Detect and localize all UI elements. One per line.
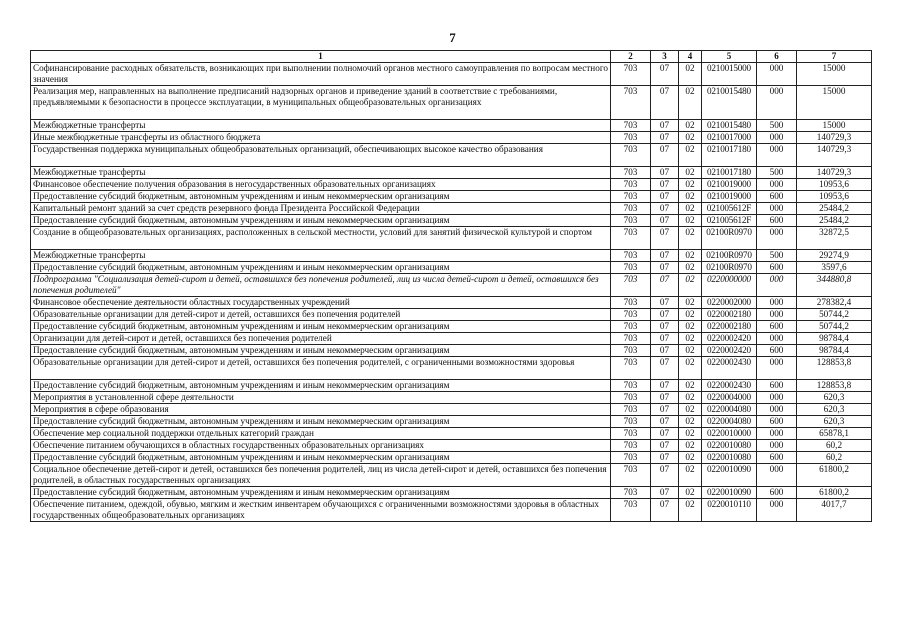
row-amount: 344880,8 bbox=[797, 274, 872, 297]
row-subsection2: 02 bbox=[679, 333, 702, 345]
row-subsection: 07 bbox=[651, 227, 679, 250]
row-expense-type: 600 bbox=[757, 380, 797, 392]
table-row bbox=[31, 321, 872, 333]
row-section: 703 bbox=[611, 428, 651, 440]
header-col-5: 5 bbox=[702, 51, 757, 63]
row-amount: 128853,8 bbox=[797, 380, 872, 392]
row-expense-type: 000 bbox=[757, 357, 797, 380]
row-amount: 620,3 bbox=[797, 416, 872, 428]
table-row bbox=[31, 132, 872, 144]
row-name: Образовательные организации для детей-сирот и детей, оставшихся без попечения родителей, с ограниченными возможностями здоровья bbox=[31, 357, 611, 380]
row-expense-type: 000 bbox=[757, 333, 797, 345]
table-row bbox=[31, 262, 872, 274]
row-subsection: 07 bbox=[651, 380, 679, 392]
row-expense-type: 600 bbox=[757, 321, 797, 333]
row-amount: 10953,6 bbox=[797, 179, 872, 191]
row-name: Предоставление субсидий бюджетным, автономным учреждениям и иным некоммерческим организациям bbox=[31, 191, 611, 203]
row-subsection2: 02 bbox=[679, 63, 702, 86]
row-subsection2: 02 bbox=[679, 167, 702, 179]
row-target-article: 0210017180 bbox=[702, 167, 757, 179]
table-row bbox=[31, 487, 872, 499]
row-amount: 25484,2 bbox=[797, 215, 872, 227]
row-section: 703 bbox=[611, 63, 651, 86]
row-subsection2: 02 bbox=[679, 499, 702, 522]
row-expense-type: 600 bbox=[757, 487, 797, 499]
header-col-3: 3 bbox=[651, 51, 679, 63]
row-subsection2: 02 bbox=[679, 321, 702, 333]
row-expense-type: 000 bbox=[757, 440, 797, 452]
row-expense-type: 000 bbox=[757, 309, 797, 321]
row-subsection2: 02 bbox=[679, 464, 702, 487]
row-section: 703 bbox=[611, 262, 651, 274]
row-subsection2: 02 bbox=[679, 191, 702, 203]
row-expense-type: 600 bbox=[757, 416, 797, 428]
row-subsection2: 02 bbox=[679, 392, 702, 404]
row-expense-type: 000 bbox=[757, 179, 797, 191]
table-row bbox=[31, 404, 872, 416]
row-name: Социальное обеспечение детей-сирот и детей, оставшихся без попечения родителей, лиц из числа детей-сирот и детей, оставшихся без попечения родителей, в областных государственных организациях bbox=[31, 464, 611, 487]
row-subsection: 07 bbox=[651, 262, 679, 274]
row-expense-type: 600 bbox=[757, 345, 797, 357]
row-section: 703 bbox=[611, 203, 651, 215]
header-col-7: 7 bbox=[797, 51, 872, 63]
row-name: Предоставление субсидий бюджетным, автономным учреждениям и иным некоммерческим организациям bbox=[31, 487, 611, 499]
row-subsection2: 02 bbox=[679, 357, 702, 380]
row-expense-type: 000 bbox=[757, 274, 797, 297]
row-amount: 140729,3 bbox=[797, 144, 872, 167]
row-section: 703 bbox=[611, 333, 651, 345]
row-expense-type: 000 bbox=[757, 428, 797, 440]
row-target-article: 0220002430 bbox=[702, 380, 757, 392]
table-row bbox=[31, 464, 872, 487]
row-subsection: 07 bbox=[651, 167, 679, 179]
row-subsection: 07 bbox=[651, 120, 679, 132]
row-subsection: 07 bbox=[651, 132, 679, 144]
row-target-article: 0220010080 bbox=[702, 440, 757, 452]
row-name: Финансовое обеспечение получения образования в негосударственных образовательных организациях bbox=[31, 179, 611, 191]
row-subsection: 07 bbox=[651, 144, 679, 167]
row-target-article: 0210015480 bbox=[702, 86, 757, 120]
row-amount: 278382,4 bbox=[797, 297, 872, 309]
row-subsection2: 02 bbox=[679, 345, 702, 357]
row-subsection: 07 bbox=[651, 203, 679, 215]
row-section: 703 bbox=[611, 440, 651, 452]
row-subsection: 07 bbox=[651, 428, 679, 440]
table-row bbox=[31, 120, 872, 132]
table-row bbox=[31, 250, 872, 262]
row-target-article: 0210017180 bbox=[702, 144, 757, 167]
row-section: 703 bbox=[611, 144, 651, 167]
row-section: 703 bbox=[611, 452, 651, 464]
row-target-article: 02100R0970 bbox=[702, 227, 757, 250]
row-expense-type: 000 bbox=[757, 499, 797, 522]
row-section: 703 bbox=[611, 499, 651, 522]
row-section: 703 bbox=[611, 227, 651, 250]
table-row bbox=[31, 357, 872, 380]
row-subsection: 07 bbox=[651, 357, 679, 380]
table-row bbox=[31, 392, 872, 404]
table-row bbox=[31, 227, 872, 250]
row-section: 703 bbox=[611, 274, 651, 297]
row-name: Подпрограмма "Социализация детей-сирот и детей, оставшихся без попечения родителей, лиц из числа детей-сирот и детей, оставшихся без попечения родителей" bbox=[31, 274, 611, 297]
row-subsection: 07 bbox=[651, 309, 679, 321]
row-amount: 140729,3 bbox=[797, 167, 872, 179]
table-row bbox=[31, 179, 872, 191]
row-subsection2: 02 bbox=[679, 250, 702, 262]
row-expense-type: 600 bbox=[757, 215, 797, 227]
row-subsection2: 02 bbox=[679, 132, 702, 144]
row-amount: 10953,6 bbox=[797, 191, 872, 203]
row-subsection2: 02 bbox=[679, 215, 702, 227]
row-name: Обеспечение мер социальной поддержки отдельных категорий граждан bbox=[31, 428, 611, 440]
row-section: 703 bbox=[611, 297, 651, 309]
row-target-article: 0210019000 bbox=[702, 179, 757, 191]
row-amount: 32872,5 bbox=[797, 227, 872, 250]
row-subsection2: 02 bbox=[679, 416, 702, 428]
header-col-6: 6 bbox=[757, 51, 797, 63]
row-target-article: 02100R0970 bbox=[702, 262, 757, 274]
row-subsection2: 02 bbox=[679, 297, 702, 309]
row-target-article: 021005612F bbox=[702, 215, 757, 227]
row-target-article: 0210019000 bbox=[702, 191, 757, 203]
row-subsection2: 02 bbox=[679, 144, 702, 167]
row-section: 703 bbox=[611, 191, 651, 203]
table-row bbox=[31, 428, 872, 440]
table-row bbox=[31, 309, 872, 321]
row-subsection: 07 bbox=[651, 464, 679, 487]
table-row bbox=[31, 499, 872, 522]
row-section: 703 bbox=[611, 250, 651, 262]
row-section: 703 bbox=[611, 167, 651, 179]
row-name: Предоставление субсидий бюджетным, автономным учреждениям и иным некоммерческим организациям bbox=[31, 262, 611, 274]
row-subsection: 07 bbox=[651, 215, 679, 227]
row-section: 703 bbox=[611, 132, 651, 144]
row-subsection: 07 bbox=[651, 404, 679, 416]
row-name: Межбюджетные трансферты bbox=[31, 167, 611, 179]
row-expense-type: 600 bbox=[757, 191, 797, 203]
row-amount: 25484,2 bbox=[797, 203, 872, 215]
row-subsection: 07 bbox=[651, 499, 679, 522]
table-row bbox=[31, 380, 872, 392]
row-target-article: 0220002430 bbox=[702, 357, 757, 380]
row-subsection2: 02 bbox=[679, 120, 702, 132]
row-target-article: 0220004080 bbox=[702, 416, 757, 428]
page-number: 7 bbox=[449, 30, 456, 45]
row-name: Обеспечение питанием обучающихся в областных государственных образовательных организациях bbox=[31, 440, 611, 452]
header-col-2: 2 bbox=[611, 51, 651, 63]
row-amount: 128853,8 bbox=[797, 357, 872, 380]
row-subsection2: 02 bbox=[679, 309, 702, 321]
row-amount: 50744,2 bbox=[797, 321, 872, 333]
row-subsection: 07 bbox=[651, 274, 679, 297]
row-section: 703 bbox=[611, 309, 651, 321]
table-body bbox=[31, 63, 872, 522]
row-section: 703 bbox=[611, 215, 651, 227]
row-amount: 3597,6 bbox=[797, 262, 872, 274]
row-amount: 61800,2 bbox=[797, 464, 872, 487]
row-target-article: 0210015000 bbox=[702, 63, 757, 86]
row-amount: 50744,2 bbox=[797, 309, 872, 321]
row-expense-type: 600 bbox=[757, 452, 797, 464]
row-amount: 620,3 bbox=[797, 392, 872, 404]
row-target-article: 021005612F bbox=[702, 203, 757, 215]
row-section: 703 bbox=[611, 392, 651, 404]
row-subsection2: 02 bbox=[679, 203, 702, 215]
row-name: Предоставление субсидий бюджетным, автономным учреждениям и иным некоммерческим организациям bbox=[31, 321, 611, 333]
row-subsection: 07 bbox=[651, 321, 679, 333]
row-name: Мероприятия в установленной сфере деятельности bbox=[31, 392, 611, 404]
budget-table bbox=[30, 50, 872, 522]
row-amount: 15000 bbox=[797, 120, 872, 132]
row-name: Предоставление субсидий бюджетным, автономным учреждениям и иным некоммерческим организациям bbox=[31, 215, 611, 227]
row-section: 703 bbox=[611, 416, 651, 428]
row-target-article: 0210017000 bbox=[702, 132, 757, 144]
row-subsection2: 02 bbox=[679, 274, 702, 297]
row-name: Предоставление субсидий бюджетным, автономным учреждениям и иным некоммерческим организациям bbox=[31, 416, 611, 428]
row-expense-type: 000 bbox=[757, 203, 797, 215]
row-name: Софинансирование расходных обязательств, возникающих при выполнении полномочий органов местного самоуправления по вопросам местного значения bbox=[31, 63, 611, 86]
row-expense-type: 000 bbox=[757, 144, 797, 167]
row-name: Образовательные организации для детей-сирот и детей, оставшихся без попечения родителей bbox=[31, 309, 611, 321]
row-name: Реализация мер, направленных на выполнение предписаний надзорных органов и приведение зданий в соответствие с требованиями, предъявляемыми к безопасности в процессе эксплуатации, в муниципальных общеобразовательных организациях bbox=[31, 86, 611, 120]
row-expense-type: 000 bbox=[757, 227, 797, 250]
row-section: 703 bbox=[611, 357, 651, 380]
row-amount: 15000 bbox=[797, 63, 872, 86]
row-target-article: 0220002420 bbox=[702, 333, 757, 345]
row-target-article: 02100R0970 bbox=[702, 250, 757, 262]
row-subsection2: 02 bbox=[679, 404, 702, 416]
row-name: Капитальный ремонт зданий за счет средств резервного фонда Президента Российской Федерации bbox=[31, 203, 611, 215]
row-subsection2: 02 bbox=[679, 380, 702, 392]
row-subsection: 07 bbox=[651, 250, 679, 262]
table-row bbox=[31, 452, 872, 464]
row-subsection2: 02 bbox=[679, 227, 702, 250]
row-expense-type: 000 bbox=[757, 392, 797, 404]
row-amount: 65878,1 bbox=[797, 428, 872, 440]
row-section: 703 bbox=[611, 179, 651, 191]
row-amount: 61800,2 bbox=[797, 487, 872, 499]
row-subsection2: 02 bbox=[679, 86, 702, 120]
row-target-article: 0220004000 bbox=[702, 392, 757, 404]
row-expense-type: 500 bbox=[757, 167, 797, 179]
row-subsection: 07 bbox=[651, 416, 679, 428]
row-section: 703 bbox=[611, 464, 651, 487]
row-expense-type: 000 bbox=[757, 63, 797, 86]
row-expense-type: 000 bbox=[757, 132, 797, 144]
row-expense-type: 500 bbox=[757, 120, 797, 132]
row-target-article: 0220002180 bbox=[702, 321, 757, 333]
table-row bbox=[31, 215, 872, 227]
row-expense-type: 500 bbox=[757, 250, 797, 262]
row-amount: 60,2 bbox=[797, 440, 872, 452]
row-section: 703 bbox=[611, 404, 651, 416]
table-row bbox=[31, 191, 872, 203]
row-name: Предоставление субсидий бюджетным, автономным учреждениям и иным некоммерческим организациям bbox=[31, 345, 611, 357]
row-target-article: 0220010000 bbox=[702, 428, 757, 440]
table-row bbox=[31, 63, 872, 86]
row-subsection: 07 bbox=[651, 333, 679, 345]
row-amount: 15000 bbox=[797, 86, 872, 120]
row-subsection2: 02 bbox=[679, 487, 702, 499]
row-target-article: 0220002180 bbox=[702, 309, 757, 321]
row-subsection: 07 bbox=[651, 86, 679, 120]
row-name: Предоставление субсидий бюджетным, автономным учреждениям и иным некоммерческим организациям bbox=[31, 452, 611, 464]
row-name: Межбюджетные трансферты bbox=[31, 120, 611, 132]
table-row bbox=[31, 440, 872, 452]
row-target-article: 0220010090 bbox=[702, 464, 757, 487]
row-subsection: 07 bbox=[651, 440, 679, 452]
row-section: 703 bbox=[611, 321, 651, 333]
row-amount: 60,2 bbox=[797, 452, 872, 464]
row-subsection: 07 bbox=[651, 179, 679, 191]
row-target-article: 0220002000 bbox=[702, 297, 757, 309]
row-subsection2: 02 bbox=[679, 262, 702, 274]
row-amount: 4017,7 bbox=[797, 499, 872, 522]
row-name: Финансовое обеспечение деятельности областных государственных учреждений bbox=[31, 297, 611, 309]
row-expense-type: 000 bbox=[757, 86, 797, 120]
row-subsection2: 02 bbox=[679, 428, 702, 440]
table-row bbox=[31, 144, 872, 167]
table-row bbox=[31, 297, 872, 309]
row-target-article: 0220002420 bbox=[702, 345, 757, 357]
row-target-article: 0220010110 bbox=[702, 499, 757, 522]
row-subsection: 07 bbox=[651, 345, 679, 357]
row-amount: 29274,9 bbox=[797, 250, 872, 262]
table-row bbox=[31, 203, 872, 215]
row-target-article: 0220010090 bbox=[702, 487, 757, 499]
row-name: Организации для детей-сирот и детей, оставшихся без попечения родителей bbox=[31, 333, 611, 345]
row-amount: 140729,3 bbox=[797, 132, 872, 144]
row-expense-type: 000 bbox=[757, 404, 797, 416]
row-name: Межбюджетные трансферты bbox=[31, 250, 611, 262]
row-name: Иные межбюджетные трансферты из областного бюджета bbox=[31, 132, 611, 144]
row-name: Мероприятия в сфере образования bbox=[31, 404, 611, 416]
row-section: 703 bbox=[611, 380, 651, 392]
row-expense-type: 600 bbox=[757, 262, 797, 274]
row-name: Создание в общеобразовательных организациях, расположенных в сельской местности, условий для занятий физической культурой и спортом bbox=[31, 227, 611, 250]
row-expense-type: 000 bbox=[757, 297, 797, 309]
header-col-4: 4 bbox=[679, 51, 702, 63]
row-subsection: 07 bbox=[651, 487, 679, 499]
row-subsection: 07 bbox=[651, 297, 679, 309]
row-amount: 98784,4 bbox=[797, 345, 872, 357]
row-subsection: 07 bbox=[651, 191, 679, 203]
row-section: 703 bbox=[611, 120, 651, 132]
row-subsection2: 02 bbox=[679, 452, 702, 464]
row-target-article: 0220000000 bbox=[702, 274, 757, 297]
row-section: 703 bbox=[611, 487, 651, 499]
row-subsection: 07 bbox=[651, 63, 679, 86]
row-name: Обеспечение питанием, одеждой, обувью, мягким и жестким инвентарем обучающихся с ограниченными возможностями здоровья в областных государственных общеобразовательных организациях bbox=[31, 499, 611, 522]
row-name: Государственная поддержка муниципальных общеобразовательных организаций, обеспечивающих высокое качество образования bbox=[31, 144, 611, 167]
row-amount: 620,3 bbox=[797, 404, 872, 416]
table-row bbox=[31, 416, 872, 428]
row-subsection: 07 bbox=[651, 392, 679, 404]
table-row bbox=[31, 167, 872, 179]
row-target-article: 0210015480 bbox=[702, 120, 757, 132]
table-row bbox=[31, 86, 872, 120]
row-amount: 98784,4 bbox=[797, 333, 872, 345]
table-row bbox=[31, 345, 872, 357]
table-row bbox=[31, 274, 872, 297]
row-target-article: 0220010080 bbox=[702, 452, 757, 464]
row-subsection2: 02 bbox=[679, 440, 702, 452]
row-subsection2: 02 bbox=[679, 179, 702, 191]
row-section: 703 bbox=[611, 86, 651, 120]
row-section: 703 bbox=[611, 345, 651, 357]
row-target-article: 0220004080 bbox=[702, 404, 757, 416]
row-expense-type: 000 bbox=[757, 464, 797, 487]
header-col-1: 1 bbox=[31, 51, 611, 63]
table-row bbox=[31, 333, 872, 345]
row-name: Предоставление субсидий бюджетным, автономным учреждениям и иным некоммерческим организациям bbox=[31, 380, 611, 392]
row-subsection: 07 bbox=[651, 452, 679, 464]
table-header-row bbox=[31, 51, 872, 63]
